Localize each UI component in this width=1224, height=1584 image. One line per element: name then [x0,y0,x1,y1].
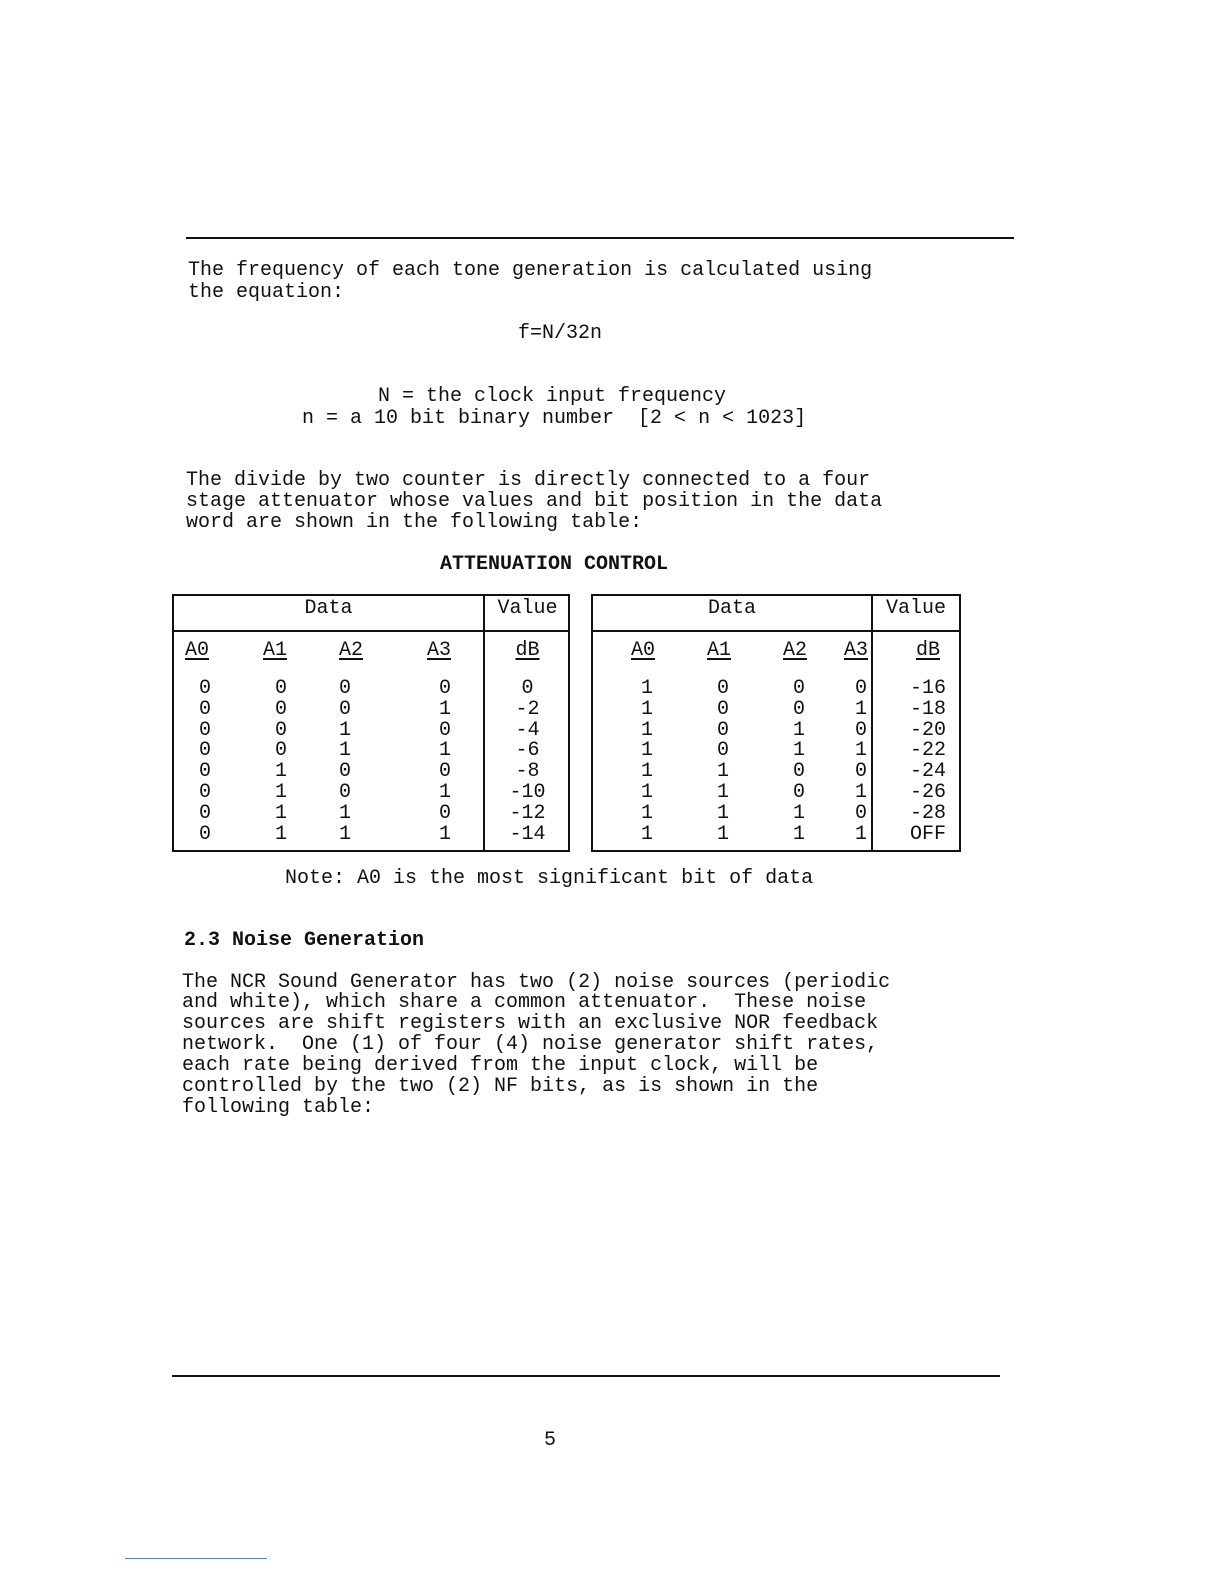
table-cell: 1 [640,697,653,721]
table-cell: -8 [515,760,540,784]
bottom-rule [172,1375,1000,1377]
table-cell: 1 [640,677,653,700]
table-cell: 1 [438,781,451,804]
table-cell: 1 [854,781,867,804]
table-cell: 0 [854,801,867,825]
table-cell: 1 [338,718,351,742]
table-cell: 1 [274,801,287,825]
table-cell: 1 [792,718,805,742]
table-cell: 1 [640,760,653,784]
table-cell: 1 [716,760,729,784]
table-cell: 0 [438,677,451,700]
table-cell: 0 [198,718,211,742]
page-number: 5 [544,1429,557,1452]
table-cell: -18 [909,697,946,721]
table-cell: 1 [338,739,351,763]
table-cell: 0 [198,781,211,804]
table-cell: -14 [509,822,546,846]
col-A3: A3 [843,639,868,662]
noise-line-4: network. One (1) of four (4) noise generator shift rates, [182,1033,879,1056]
table-cell: 0 [854,677,867,700]
header-data: Data [304,597,353,620]
table-cell: 0 [792,760,805,784]
col-A1: A1 [706,639,731,662]
table-cell: 0 [198,677,211,700]
table-cell: 1 [438,697,451,721]
table-cell: 0 [198,760,211,784]
intro-line-1: The frequency of each tone generation is calculated using [188,259,873,282]
table-cell: 1 [854,822,867,846]
table-cell: 0 [438,718,451,742]
table-cell: -10 [509,781,546,804]
table-cell: 1 [792,801,805,825]
table-cell: 1 [640,801,653,825]
table-cell: 1 [716,781,729,804]
header-data: Data [707,597,756,620]
table-cell: 1 [640,739,653,763]
table-cell: 1 [854,739,867,763]
table-note: Note: A0 is the most significant bit of data [285,867,814,890]
noise-line-5: each rate being derived from the input clock, will be [182,1054,819,1077]
table-cell: 0 [792,677,805,700]
table-cell: 1 [274,781,287,804]
col-A2: A2 [782,639,807,662]
table-cell: 1 [640,718,653,742]
table-cell: 0 [274,677,287,700]
table-cell: 0 [338,677,351,700]
table-cell: 0 [198,697,211,721]
noise-line-3: sources are shift registers with an exclusive NOR feedback [182,1012,879,1035]
footer-line [125,1558,267,1559]
table-cell: 1 [716,801,729,825]
table-cell: 0 [198,739,211,763]
table-cell: 1 [716,822,729,846]
table-cell: 0 [854,718,867,742]
attenuation-table-right [591,594,961,852]
table-cell: 1 [854,697,867,721]
col-dB: dB [915,639,940,662]
table-cell: 1 [338,801,351,825]
table-cell: 0 [274,739,287,763]
table-title: ATTENUATION CONTROL [440,553,669,576]
intro-line-2: the equation: [188,281,345,304]
header-value: Value [497,597,558,620]
table-cell: -28 [909,801,946,825]
noise-line-6: controlled by the two (2) NF bits, as is shown in the [182,1075,819,1098]
table-cell: 1 [792,739,805,763]
attenuation-table-left [172,594,570,852]
col-A0: A0 [184,639,209,662]
table-cell: -24 [909,760,946,784]
table-cell: -22 [909,739,946,763]
noise-line-7: following table: [182,1096,375,1119]
table-cell: 0 [274,718,287,742]
table-cell: -12 [509,801,546,825]
top-rule [186,237,1014,239]
col-dB: dB [515,639,540,662]
attenuator-line-2: stage attenuator whose values and bit position in the data [186,490,883,513]
col-A2: A2 [338,639,363,662]
noise-line-2: and white), which share a common attenuator. These noise [182,991,867,1014]
table-cell: 0 [338,760,351,784]
table-cell: 0 [198,801,211,825]
table-cell: 1 [338,822,351,846]
table-cell: 0 [438,760,451,784]
table-cell: -16 [909,677,946,700]
table-cell: 0 [716,739,729,763]
table-cell: 1 [792,822,805,846]
table-cell: 0 [198,822,211,846]
attenuator-line-3: word are shown in the following table: [186,511,643,534]
table-cell: 0 [716,677,729,700]
table-cell: 1 [438,739,451,763]
definition-n: n = a 10 bit binary number [2 < n < 1023] [302,407,807,430]
table-cell: 1 [274,760,287,784]
table-cell: OFF [909,822,946,846]
attenuator-line-1: The divide by two counter is directly connected to a four [186,469,871,492]
table-cell: 1 [640,822,653,846]
table-cell: -26 [909,781,946,804]
equation: f=N/32n [518,322,603,345]
col-A0: A0 [630,639,655,662]
table-cell: 0 [792,781,805,804]
col-A3: A3 [426,639,451,662]
table-cell: 1 [274,822,287,846]
table-cell: 0 [274,697,287,721]
table-cell: 0 [792,697,805,721]
table-cell: 0 [338,697,351,721]
table-cell: 0 [716,718,729,742]
noise-line-1: The NCR Sound Generator has two (2) noise sources (periodic [182,971,891,994]
table-cell: 0 [338,781,351,804]
table-cell: 0 [521,677,534,700]
table-cell: -6 [515,739,540,763]
definition-N: N = the clock input frequency [378,385,727,408]
table-cell: 0 [716,697,729,721]
table-cell: -4 [515,718,540,742]
header-value: Value [885,597,946,620]
table-cell: 1 [438,822,451,846]
col-A1: A1 [262,639,287,662]
table-cell: 0 [438,801,451,825]
table-cell: -20 [909,718,946,742]
section-heading: 2.3 Noise Generation [184,929,425,952]
table-cell: -2 [515,697,540,721]
table-cell: 1 [640,781,653,804]
table-cell: 0 [854,760,867,784]
